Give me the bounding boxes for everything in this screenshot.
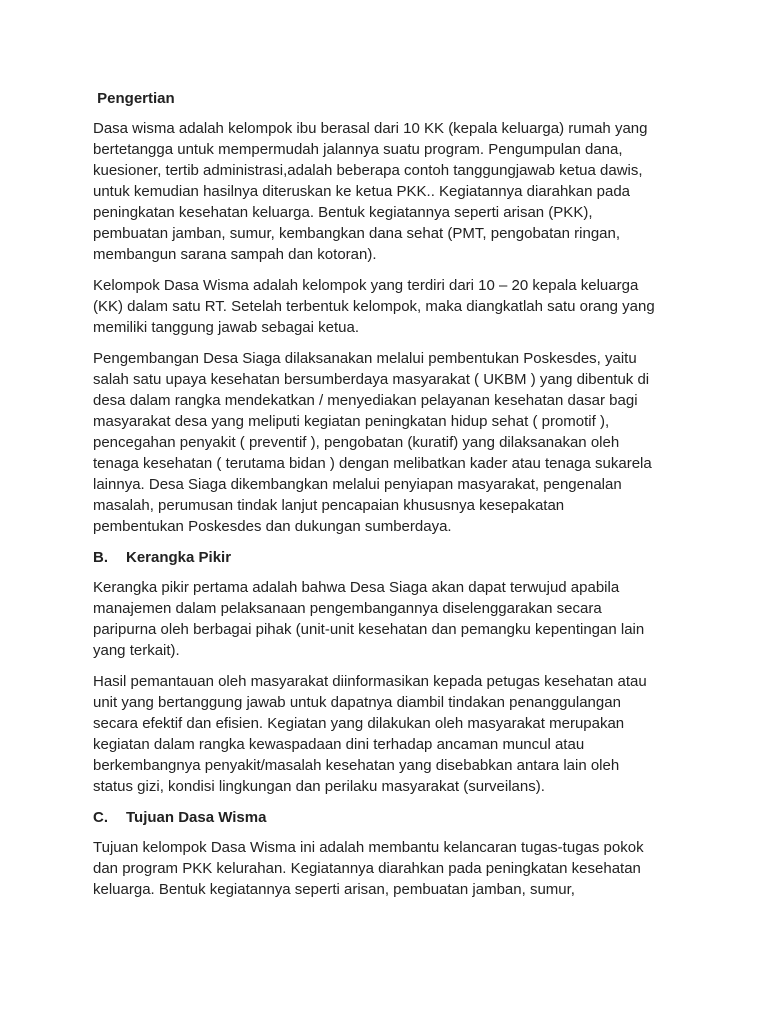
paragraph: Tujuan kelompok Dasa Wisma ini adalah membantu kelancaran tugas-tugas pokok dan program PKK kelurahan. Kegiatannya diarahkan pada peningkatan kesehatan keluarga. Bentuk kegiatannya seperti arisan, pembuatan jamban, sumur, — [93, 839, 644, 898]
paragraph: Kerangka pikir pertama adalah bahwa Desa Siaga akan dapat terwujud apabila manajemen dalam pelaksanaan pengembangannya diselenggarakan secara paripurna oleh berbagai pihak (unit-unit kesehatan dan pemangku kepentingan lain yang terkait). — [93, 579, 645, 659]
heading-kerangka-number: B. — [93, 549, 108, 566]
heading-tujuan-title: Tujuan Dasa Wisma — [126, 809, 267, 826]
heading-pengertian-title: Pengertian — [93, 90, 175, 107]
paragraph: Kelompok Dasa Wisma adalah kelompok yang terdiri dari 10 – 20 kepala keluarga (KK) dalam satu RT. Setelah terbentuk kelompok, maka diangkatlah satu orang yang memiliki tanggung jawab sebagai ketua. — [93, 277, 655, 336]
paragraph: Dasa wisma adalah kelompok ibu berasal dari 10 KK (kepala keluarga) rumah yang bertetangga untuk mempermudah jalannya suatu program. Pengumpulan dana, kuesioner, tertib administrasi,adalah beberapa contoh tanggungjawab ketua dawis, untuk kemudian hasilnya diteruskan ke ketua PKK.. Kegiatannya diarahkan pada peningkatan kesehatan keluarga. Bentuk kegiatannya seperti arisan (PKK), pembuatan jamban, sumur, kembangkan dana sehat (PMT, pengobatan ringan, membangun sarana sampah dan kotoran). — [93, 120, 648, 263]
heading-kerangka-pikir — [93, 547, 683, 568]
paragraph: Pengembangan Desa Siaga dilaksanakan melalui pembentukan Poskesdes, yaitu salah satu upaya kesehatan bersumberdaya masyarakat ( UKBM ) yang dibentuk di desa dalam rangka mendekatkan / menyediakan pelayanan kesehatan dasar bagi masyarakat desa yang meliputi kegiatan peningkatan hidup sehat ( promotif ), pencegahan penyakit ( preventif ), pengobatan (kuratif) yang dilaksanakan oleh tenaga kesehatan ( terutama bidan ) dengan melibatkan kader atau tenaga sukarela lainnya. Desa Siaga dikembangkan melalui penyiapan masyarakat, pengenalan masalah, perumusan tindak lanjut pencapaian khususnya kesepakatan pembentukan Poskesdes dan dukungan sumberdaya. — [93, 350, 652, 535]
heading-pengertian — [93, 88, 683, 109]
heading-tujuan-number: C. — [93, 809, 108, 826]
document-page — [93, 88, 683, 910]
heading-kerangka-title: Kerangka Pikir — [126, 549, 232, 566]
paragraph: Hasil pemantauan oleh masyarakat diinformasikan kepada petugas kesehatan atau unit yang bertanggung jawab untuk dapatnya diambil tindakan penanggulangan secara efektif dan efisien. Kegiatan yang dilakukan oleh masyarakat merupakan kegiatan dalam rangka kewaspadaan dini terhadap ancaman muncul atau berkembangnya penyakit/masalah kesehatan yang disebabkan antara lain oleh status gizi, kondisi lingkungan dan perilaku masyarakat (surveilans). — [93, 673, 647, 795]
heading-tujuan-dasa-wisma — [93, 807, 683, 828]
